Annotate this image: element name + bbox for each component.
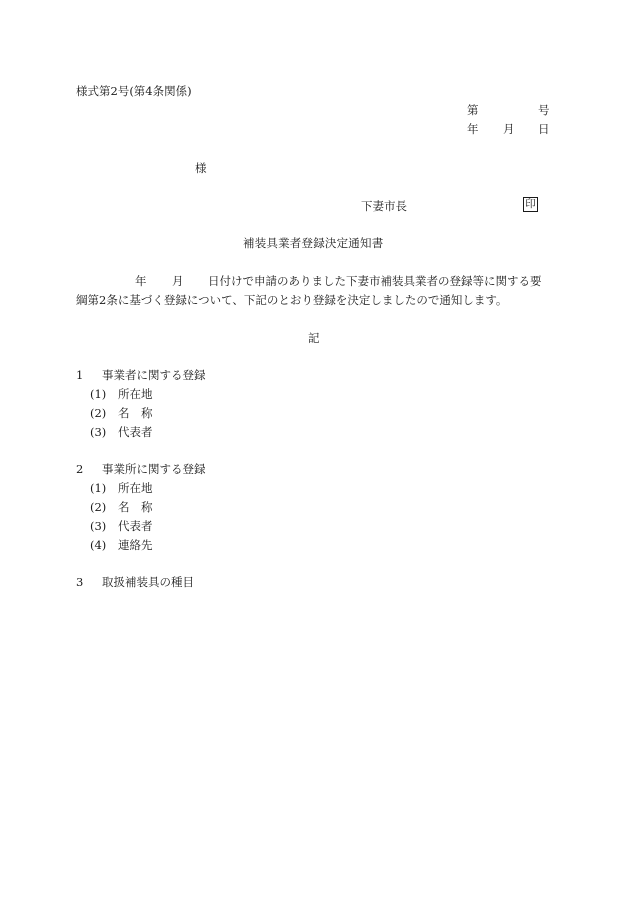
section-2-item xyxy=(90,521,153,533)
section-number: 3 xyxy=(76,575,84,589)
section-label: 事業所に関する登録 xyxy=(102,462,206,476)
section-2-item xyxy=(90,502,153,514)
seal-stamp: 印 xyxy=(523,197,538,212)
item-number: (1) xyxy=(90,481,107,495)
item-label: 所在地 xyxy=(118,387,153,401)
item-number: (2) xyxy=(90,406,107,420)
item-label: 代表者 xyxy=(118,425,153,439)
section-3-heading xyxy=(76,577,194,589)
item-label: 名 称 xyxy=(118,500,153,514)
body-month-label: 月 xyxy=(172,274,184,288)
item-number: (3) xyxy=(90,519,107,533)
section-label: 事業者に関する登録 xyxy=(102,368,206,382)
body-line-1: 日付けで申請のありました下妻市補装具業者の登録等に関する要 xyxy=(208,274,542,288)
date-year-label: 年 xyxy=(467,122,479,136)
doc-number-dai: 第 xyxy=(467,103,479,117)
form-number: 様式第2号(第4条関係) xyxy=(76,84,192,98)
section-label: 取扱補装具の種目 xyxy=(102,575,194,589)
section-1-item xyxy=(90,389,153,401)
date-month-label: 月 xyxy=(503,122,515,136)
section-number: 1 xyxy=(76,368,84,382)
item-label: 連絡先 xyxy=(118,538,153,552)
section-1-item xyxy=(90,427,153,439)
section-number: 2 xyxy=(76,462,84,476)
section-2-heading xyxy=(76,464,206,476)
item-number: (2) xyxy=(90,500,107,514)
ki-heading: 記 xyxy=(308,331,320,345)
item-number: (4) xyxy=(90,538,107,552)
addressee-suffix: 様 xyxy=(195,161,207,175)
item-label: 代表者 xyxy=(118,519,153,533)
issuer-name: 下妻市長 xyxy=(361,199,407,213)
document-title: 補装具業者登録決定通知書 xyxy=(243,236,384,250)
item-label: 名 称 xyxy=(118,406,153,420)
body-year-label: 年 xyxy=(135,274,147,288)
section-2-item xyxy=(90,483,153,495)
section-2-item xyxy=(90,540,153,552)
doc-number-go: 号 xyxy=(538,103,550,117)
item-number: (1) xyxy=(90,387,107,401)
item-label: 所在地 xyxy=(118,481,153,495)
date-day-label: 日 xyxy=(538,122,550,136)
body-line-2: 綱第2条に基づく登録について、下記のとおり登録を決定しましたので通知します。 xyxy=(76,293,508,307)
section-1-item xyxy=(90,408,153,420)
item-number: (3) xyxy=(90,425,107,439)
section-1-heading xyxy=(76,370,206,382)
